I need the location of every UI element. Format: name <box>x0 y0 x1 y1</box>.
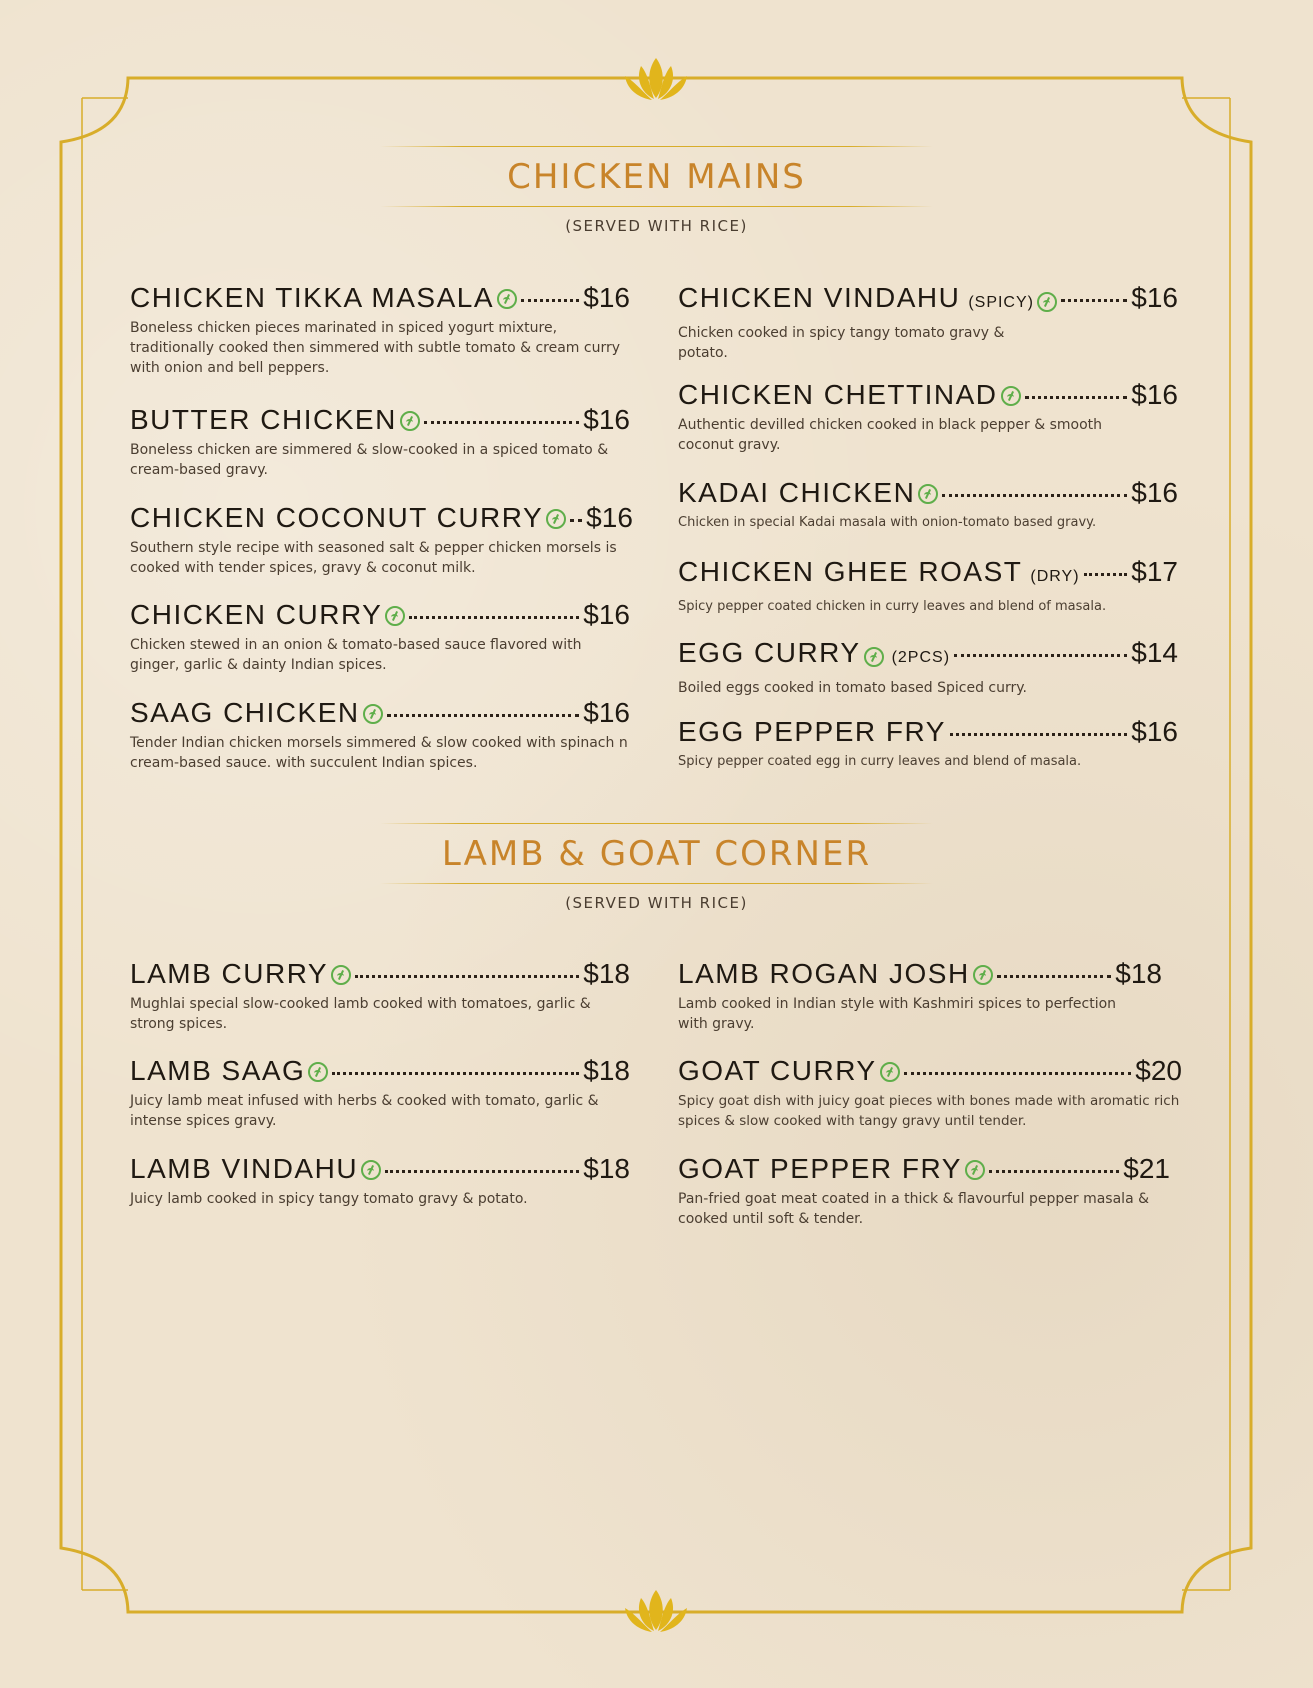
item-price: $16 <box>1131 282 1178 313</box>
item-price: $18 <box>583 1055 630 1086</box>
menu-item <box>678 958 1162 1034</box>
item-description: Spicy pepper coated chicken in curry leaves and blend of masala. <box>678 599 1107 614</box>
menu-item <box>678 282 1178 363</box>
item-name: EGG CURRY <box>678 637 861 668</box>
menu-item-header <box>678 1153 1170 1185</box>
menu-item <box>130 404 630 480</box>
item-price: $18 <box>583 958 630 989</box>
leaf-icon <box>385 606 405 626</box>
leaf-icon <box>361 1160 381 1180</box>
leaf-icon <box>546 509 566 529</box>
menu-item-header <box>130 282 630 314</box>
menu-item-header <box>678 637 1178 674</box>
menu-item <box>678 716 1178 772</box>
menu-item <box>130 282 630 378</box>
menu-item-header <box>678 958 1162 990</box>
dot-leader <box>997 975 1112 978</box>
menu-item-header <box>130 1055 630 1087</box>
item-description: Boneless chicken are simmered & slow-cooked in a spiced tomato & cream-based gravy. <box>130 442 609 478</box>
item-price: $20 <box>1135 1055 1182 1086</box>
dot-leader <box>950 733 1127 736</box>
dot-leader <box>954 654 1127 657</box>
dot-leader <box>570 519 582 522</box>
menu-item <box>130 599 630 675</box>
item-name: LAMB CURRY <box>130 958 329 989</box>
dot-leader <box>332 1072 579 1075</box>
leaf-icon <box>918 484 938 504</box>
item-price: $18 <box>1115 958 1162 989</box>
item-price: $21 <box>1123 1153 1170 1184</box>
dot-leader <box>521 299 579 302</box>
item-description: Chicken in special Kadai masala with onion-tomato based gravy. <box>678 515 1097 530</box>
item-price: $16 <box>583 599 630 630</box>
item-note: (2PCS) <box>891 649 951 666</box>
lotus-icon <box>617 56 695 102</box>
item-name: KADAI CHICKEN <box>678 477 916 508</box>
item-description: Pan-fried goat meat coated in a thick & flavourful pepper masala & cooked until soft & tender. <box>678 1191 1150 1227</box>
item-description: Chicken stewed in an onion & tomato-based sauce flavored with ginger, garlic & dainty Indian spices. <box>130 637 582 673</box>
menu-item-header <box>678 379 1178 411</box>
menu-item-header <box>130 502 633 534</box>
item-name: CHICKEN TIKKA MASALA <box>130 282 495 313</box>
item-name: BUTTER CHICKEN <box>130 404 397 435</box>
section-header-lamb-goat <box>380 823 933 912</box>
item-name: LAMB VINDAHU <box>130 1153 359 1184</box>
item-description: Juicy lamb cooked in spicy tangy tomato gravy & potato. <box>130 1191 528 1207</box>
item-price: $17 <box>1131 556 1178 587</box>
item-name: LAMB SAAG <box>130 1055 306 1086</box>
item-price: $18 <box>583 1153 630 1184</box>
section-header-chicken-mains <box>380 146 933 235</box>
item-description: Authentic devilled chicken cooked in black pepper & smooth coconut gravy. <box>678 417 1103 453</box>
dot-leader <box>385 1170 579 1173</box>
item-price: $16 <box>583 282 630 313</box>
leaf-icon <box>880 1062 900 1082</box>
item-description: Juicy lamb meat infused with herbs & cooked with tomato, garlic & intense spices gravy. <box>130 1093 599 1129</box>
item-name: GOAT PEPPER FRY <box>678 1153 962 1184</box>
item-name: CHICKEN VINDAHU <box>678 282 961 313</box>
dot-leader <box>989 1170 1119 1173</box>
item-description: Spicy pepper coated egg in curry leaves and blend of masala. <box>678 754 1082 769</box>
menu-item-header <box>130 697 630 729</box>
leaf-icon <box>497 289 517 309</box>
item-price: $16 <box>1131 379 1178 410</box>
item-name: CHICKEN GHEE ROAST <box>678 556 1023 587</box>
menu-item-header <box>678 1055 1182 1087</box>
menu-item-header <box>678 477 1178 509</box>
dot-leader <box>387 714 580 717</box>
menu-item <box>130 697 630 773</box>
dot-leader <box>355 975 579 978</box>
item-description: Chicken cooked in spicy tangy tomato gravy & potato. <box>678 325 1005 361</box>
item-name: CHICKEN CURRY <box>130 599 383 630</box>
section-title: CHICKEN MAINS <box>507 157 806 197</box>
leaf-icon <box>1037 292 1057 312</box>
menu-item <box>130 1055 630 1131</box>
item-price: $16 <box>583 404 630 435</box>
item-description: Tender Indian chicken morsels simmered & slow cooked with spinach n cream-based sauce. with succulent Indian spices. <box>130 735 628 771</box>
item-description: Mughlai special slow-cooked lamb cooked with tomatoes, garlic & strong spices. <box>130 996 591 1032</box>
item-description: Lamb cooked in Indian style with Kashmiri spices to perfection with gravy. <box>678 996 1117 1032</box>
menu-item <box>130 958 630 1034</box>
menu-item <box>678 556 1178 617</box>
leaf-icon <box>331 965 351 985</box>
divider <box>380 206 933 207</box>
dot-leader <box>424 421 579 424</box>
menu-item-header <box>678 556 1178 593</box>
item-price: $16 <box>586 502 633 533</box>
dot-leader <box>942 494 1127 497</box>
menu-item <box>678 637 1178 698</box>
item-name: GOAT CURRY <box>678 1055 877 1086</box>
dot-leader <box>1061 299 1127 302</box>
dot-leader <box>1084 573 1128 576</box>
lotus-icon <box>617 1588 695 1634</box>
item-description: Boiled eggs cooked in tomato based Spiced curry. <box>678 680 1028 696</box>
item-name: SAAG CHICKEN <box>130 697 360 728</box>
divider <box>380 883 933 884</box>
dot-leader <box>904 1072 1132 1075</box>
menu-item-header <box>130 1153 630 1185</box>
menu-item <box>130 1153 630 1209</box>
menu-item <box>678 1153 1170 1229</box>
item-description: Southern style recipe with seasoned salt & pepper chicken morsels is cooked with tender spices, gravy & coconut milk. <box>130 540 617 576</box>
item-price: $16 <box>1131 477 1178 508</box>
item-name: CHICKEN CHETTINAD <box>678 379 998 410</box>
dot-leader <box>409 616 579 619</box>
menu-item <box>130 502 633 578</box>
menu-item-header <box>130 599 630 631</box>
leaf-icon <box>1001 386 1021 406</box>
leaf-icon <box>400 411 420 431</box>
item-name: EGG PEPPER FRY <box>678 716 946 747</box>
item-price: $16 <box>1131 716 1178 747</box>
menu-item-header <box>130 404 630 436</box>
menu-item <box>678 1055 1182 1131</box>
section-subtitle: (SERVED WITH RICE) <box>565 894 748 912</box>
section-subtitle: (SERVED WITH RICE) <box>565 217 748 235</box>
leaf-icon <box>965 1160 985 1180</box>
leaf-icon <box>308 1062 328 1082</box>
dot-leader <box>1025 396 1128 399</box>
item-price: $14 <box>1131 637 1178 668</box>
item-name: CHICKEN COCONUT CURRY <box>130 502 544 533</box>
menu-item <box>678 379 1178 455</box>
section-title: LAMB & GOAT CORNER <box>441 834 872 874</box>
item-description: Boneless chicken pieces marinated in spiced yogurt mixture, traditionally cooked then simmered with subtle tomato & cream curry with onion and bell peppers. <box>130 320 621 376</box>
leaf-icon <box>363 704 383 724</box>
leaf-icon <box>864 647 884 667</box>
menu-item <box>678 477 1178 533</box>
leaf-icon <box>973 965 993 985</box>
item-price: $16 <box>583 697 630 728</box>
menu-item-header <box>678 716 1178 748</box>
menu-item-header <box>130 958 630 990</box>
menu-item-header <box>678 282 1178 319</box>
item-note: (SPICY) <box>968 294 1034 311</box>
item-name: LAMB ROGAN JOSH <box>678 958 970 989</box>
item-note: (DRY) <box>1030 568 1080 585</box>
item-description: Spicy goat dish with juicy goat pieces with bones made with aromatic rich spices & slow cooked with tangy gravy until tender. <box>678 1093 1180 1129</box>
